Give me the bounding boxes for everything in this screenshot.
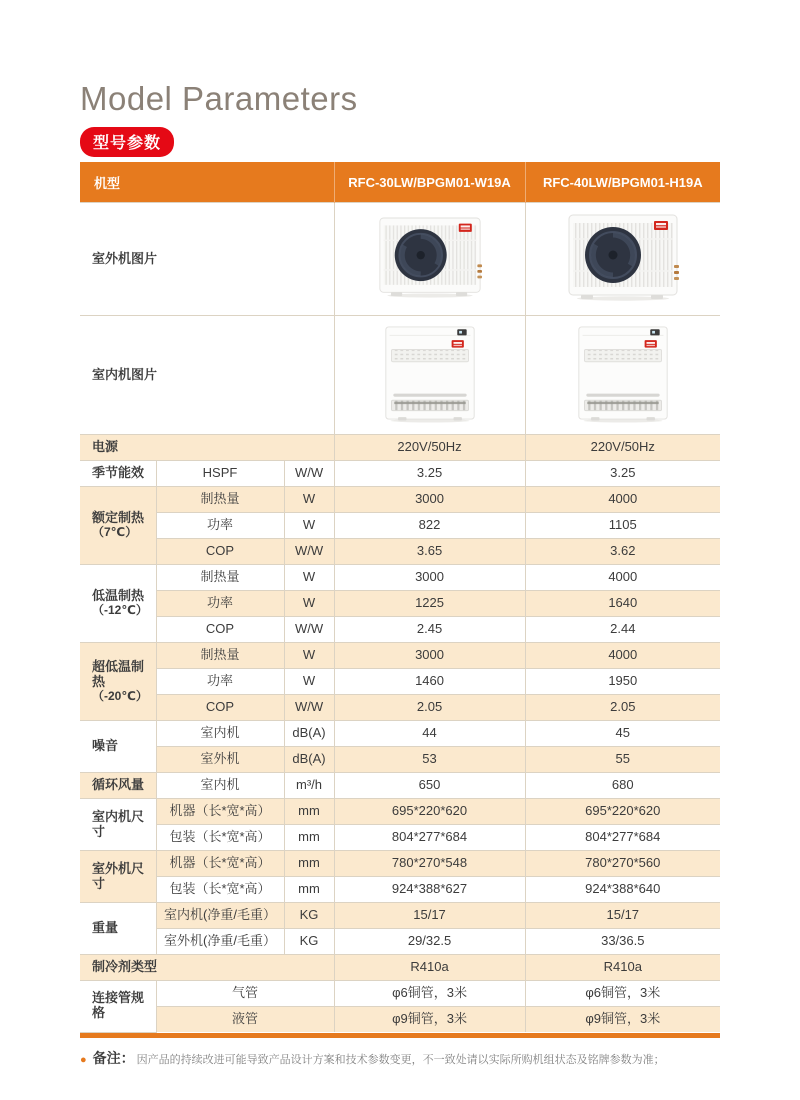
param-name: 制热量 [156, 565, 284, 591]
group-label: 室内机尺寸 [80, 799, 156, 851]
outdoor-unit-image [567, 213, 679, 301]
param-value: 1950 [525, 669, 720, 695]
param-value: 220V/50Hz [525, 435, 720, 461]
param-value: 1105 [525, 513, 720, 539]
group-label: 室内机图片 [80, 316, 334, 435]
param-value: 55 [525, 747, 720, 773]
table-row [80, 539, 720, 565]
param-unit: mm [284, 877, 334, 903]
param-value: 2.44 [525, 617, 720, 643]
table-row [80, 903, 720, 929]
param-name: 室内机 [156, 773, 284, 799]
note [80, 1048, 720, 1068]
group-label: 循环风量 [80, 773, 156, 799]
param-name: 制热量 [156, 487, 284, 513]
param-value: 4000 [525, 487, 720, 513]
table-row [80, 643, 720, 669]
param-value: 2.05 [525, 695, 720, 721]
param-value: 3000 [334, 643, 525, 669]
param-unit: mm [284, 799, 334, 825]
table-row [80, 851, 720, 877]
param-name: COP [156, 617, 284, 643]
param-name: 功率 [156, 513, 284, 539]
bottom-accent-bar [80, 1033, 720, 1038]
param-value: 680 [525, 773, 720, 799]
param-value: 3.25 [334, 461, 525, 487]
param-name: 包装（长*宽*高） [156, 825, 284, 851]
param-value: φ9铜管，3米 [525, 1007, 720, 1033]
param-value: R410a [334, 955, 525, 981]
param-name: COP [156, 539, 284, 565]
spec-table [80, 162, 720, 1033]
indoor-unit-image [576, 323, 670, 423]
table-row [80, 461, 720, 487]
param-unit: W/W [284, 539, 334, 565]
param-name: 液管 [156, 1007, 334, 1033]
param-value: 3.62 [525, 539, 720, 565]
spec-page [80, 82, 720, 1068]
table-row [80, 487, 720, 513]
group-label: 连接管规格 [80, 981, 156, 1033]
param-value: 695*220*620 [334, 799, 525, 825]
group-label: 室外机图片 [80, 203, 334, 316]
table-header-row [80, 162, 720, 203]
group-label: 电源 [80, 435, 334, 461]
param-unit: W/W [284, 695, 334, 721]
param-name: 室外机 [156, 747, 284, 773]
param-value: 3000 [334, 487, 525, 513]
param-value: 4000 [525, 643, 720, 669]
param-value: 15/17 [525, 903, 720, 929]
param-unit: mm [284, 851, 334, 877]
param-value: 4000 [525, 565, 720, 591]
group-label: 低温制热 （-12℃） [80, 565, 156, 643]
param-value: 44 [334, 721, 525, 747]
param-name: 室外机(净重/毛重） [156, 929, 284, 955]
table-row [80, 565, 720, 591]
table-row [80, 669, 720, 695]
param-value: 1225 [334, 591, 525, 617]
section-badge: 型号参数 [80, 127, 174, 157]
group-label: 额定制热 （7℃） [80, 487, 156, 565]
table-row [80, 747, 720, 773]
group-label: 制冷剂类型 [80, 955, 334, 981]
param-name: 制热量 [156, 643, 284, 669]
outdoor-unit-image [378, 216, 482, 298]
param-value: 804*277*684 [525, 825, 720, 851]
param-value: 29/32.5 [334, 929, 525, 955]
param-value: 780*270*548 [334, 851, 525, 877]
param-unit: W [284, 591, 334, 617]
param-unit: mm [284, 825, 334, 851]
param-unit: W [284, 513, 334, 539]
param-value: 53 [334, 747, 525, 773]
param-value: φ6铜管，3米 [525, 981, 720, 1007]
param-value: 33/36.5 [525, 929, 720, 955]
group-label: 室外机尺寸 [80, 851, 156, 903]
group-label: 噪音 [80, 721, 156, 773]
table-row [80, 1007, 720, 1033]
param-value: 695*220*620 [525, 799, 720, 825]
param-value: 822 [334, 513, 525, 539]
group-label: 季节能效 [80, 461, 156, 487]
param-name: 室内机(净重/毛重） [156, 903, 284, 929]
param-value: 3.25 [525, 461, 720, 487]
param-name: 气管 [156, 981, 334, 1007]
param-value: 924*388*640 [525, 877, 720, 903]
param-value: 2.45 [334, 617, 525, 643]
param-name: 包装（长*宽*高） [156, 877, 284, 903]
table-row [80, 721, 720, 747]
param-value: φ6铜管，3米 [334, 981, 525, 1007]
model-name: RFC-30LW/BPGM01-W19A [334, 162, 525, 203]
table-row [80, 435, 720, 461]
param-value: 650 [334, 773, 525, 799]
param-value: 2.05 [334, 695, 525, 721]
param-value: 924*388*627 [334, 877, 525, 903]
param-value: R410a [525, 955, 720, 981]
bullet-icon: ● [80, 1053, 87, 1066]
table-row [80, 799, 720, 825]
table-row [80, 955, 720, 981]
param-unit: KG [284, 929, 334, 955]
param-unit: dB(A) [284, 747, 334, 773]
table-row [80, 825, 720, 851]
group-label: 超低温制热 （-20℃） [80, 643, 156, 721]
note-text: 因产品的持续改进可能导致产品设计方案和技术参数变更，不一致处请以实际所购机组状态及铭牌参数为准； [136, 1053, 665, 1066]
param-unit: W/W [284, 617, 334, 643]
model-column-label: 机型 [80, 162, 334, 203]
model-name: RFC-40LW/BPGM01-H19A [525, 162, 720, 203]
page-title: Model Parameters [80, 80, 358, 117]
param-value: 15/17 [334, 903, 525, 929]
table-row [80, 773, 720, 799]
param-name: HSPF [156, 461, 284, 487]
indoor-unit-image [383, 323, 477, 423]
param-value: 1640 [525, 591, 720, 617]
param-unit: W [284, 669, 334, 695]
param-value: 45 [525, 721, 720, 747]
param-value: φ9铜管，3米 [334, 1007, 525, 1033]
table-row [80, 617, 720, 643]
param-unit: dB(A) [284, 721, 334, 747]
param-value: 3000 [334, 565, 525, 591]
param-unit: W [284, 487, 334, 513]
param-unit: W [284, 643, 334, 669]
param-unit: W/W [284, 461, 334, 487]
group-label: 重量 [80, 903, 156, 955]
param-value: 1460 [334, 669, 525, 695]
param-unit: m³/h [284, 773, 334, 799]
param-value: 804*277*684 [334, 825, 525, 851]
table-row [80, 929, 720, 955]
param-name: 功率 [156, 591, 284, 617]
param-value: 220V/50Hz [334, 435, 525, 461]
param-name: 功率 [156, 669, 284, 695]
note-label: 备注： [92, 1049, 135, 1066]
param-name: 机器（长*宽*高） [156, 799, 284, 825]
param-value: 780*270*560 [525, 851, 720, 877]
param-value: 3.65 [334, 539, 525, 565]
table-row [80, 203, 720, 316]
table-row [80, 591, 720, 617]
param-name: 机器（长*宽*高） [156, 851, 284, 877]
table-row [80, 981, 720, 1007]
table-row [80, 695, 720, 721]
param-name: 室内机 [156, 721, 284, 747]
table-row [80, 316, 720, 435]
param-name: COP [156, 695, 284, 721]
param-unit: W [284, 565, 334, 591]
param-unit: KG [284, 903, 334, 929]
table-row [80, 877, 720, 903]
table-row [80, 513, 720, 539]
